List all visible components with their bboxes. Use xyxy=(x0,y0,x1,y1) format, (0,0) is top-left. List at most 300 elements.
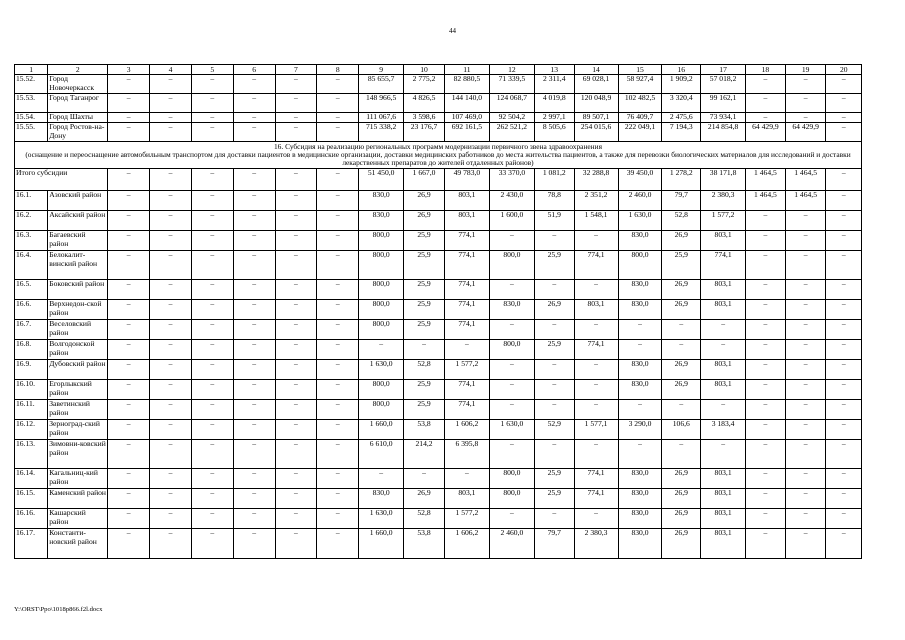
column-number-cell: 6 xyxy=(233,65,275,75)
value-cell: – xyxy=(191,469,233,489)
value-cell: – xyxy=(785,509,826,529)
value-cell: 800,0 xyxy=(359,280,404,300)
value-cell: 26,9 xyxy=(534,300,574,320)
value-cell: 52,8 xyxy=(404,509,445,529)
value-cell: – xyxy=(108,360,150,380)
value-cell: – xyxy=(150,340,192,360)
value-cell: 800,0 xyxy=(489,469,534,489)
value-cell: 1 667,0 xyxy=(404,169,445,191)
row-code: 16.17. xyxy=(15,529,48,559)
value-cell: 830,0 xyxy=(359,191,404,211)
value-cell: 53,8 xyxy=(404,529,445,559)
value-cell: 26,9 xyxy=(662,380,701,400)
value-cell: – xyxy=(746,489,786,509)
value-cell: – xyxy=(534,380,574,400)
table-row xyxy=(15,340,862,360)
value-cell: 64 429,9 xyxy=(785,123,826,142)
value-cell: – xyxy=(662,320,701,340)
value-cell: – xyxy=(746,320,786,340)
row-name: Багаевский район xyxy=(48,231,108,251)
value-cell: – xyxy=(489,320,534,340)
column-number-cell: 4 xyxy=(150,65,192,75)
value-cell: 26,9 xyxy=(662,469,701,489)
value-cell: 32 288,8 xyxy=(574,169,618,191)
column-number-cell: 20 xyxy=(826,65,862,75)
table-row xyxy=(15,440,862,469)
value-cell: – xyxy=(534,280,574,300)
value-cell: – xyxy=(191,211,233,231)
value-cell: 6 395,8 xyxy=(444,440,489,469)
value-cell: – xyxy=(574,440,618,469)
value-cell: – xyxy=(191,169,233,191)
value-cell: 73 934,1 xyxy=(701,113,746,123)
value-cell: – xyxy=(746,360,786,380)
value-cell: – xyxy=(826,280,862,300)
value-cell: – xyxy=(785,420,826,440)
value-cell: 1 464,5 xyxy=(785,169,826,191)
value-cell: – xyxy=(108,191,150,211)
value-cell: 2 475,6 xyxy=(662,113,701,123)
value-cell: – xyxy=(150,113,192,123)
value-cell: – xyxy=(191,94,233,113)
table-row xyxy=(15,300,862,320)
value-cell: – xyxy=(317,420,359,440)
value-cell: – xyxy=(108,231,150,251)
value-cell: 25,9 xyxy=(404,400,445,420)
value-cell: – xyxy=(317,300,359,320)
value-cell: – xyxy=(233,300,275,320)
row-name: Кагальниц-кий район xyxy=(48,469,108,489)
value-cell: 23 176,7 xyxy=(404,123,445,142)
value-cell: – xyxy=(826,529,862,559)
column-number-cell: 19 xyxy=(785,65,826,75)
value-cell: 144 140,0 xyxy=(444,94,489,113)
value-cell: – xyxy=(826,75,862,94)
value-cell: – xyxy=(150,360,192,380)
value-cell: – xyxy=(826,169,862,191)
value-cell: – xyxy=(785,440,826,469)
value-cell: 1 630,0 xyxy=(359,360,404,380)
value-cell: 774,1 xyxy=(444,251,489,280)
value-cell: – xyxy=(317,113,359,123)
value-cell: 1 630,0 xyxy=(359,509,404,529)
value-cell: 803,1 xyxy=(701,529,746,559)
value-cell: – xyxy=(150,509,192,529)
value-cell: – xyxy=(108,113,150,123)
value-cell: – xyxy=(746,529,786,559)
column-number-row xyxy=(15,65,862,75)
value-cell: 39 450,0 xyxy=(618,169,662,191)
value-cell: 1 577,2 xyxy=(701,211,746,231)
value-cell: – xyxy=(317,400,359,420)
value-cell: 830,0 xyxy=(618,469,662,489)
table-row xyxy=(15,280,862,300)
value-cell: – xyxy=(662,400,701,420)
value-cell: 830,0 xyxy=(618,529,662,559)
section-header-row xyxy=(15,142,862,169)
value-cell: – xyxy=(746,420,786,440)
value-cell: – xyxy=(317,529,359,559)
value-cell: – xyxy=(826,211,862,231)
value-cell: – xyxy=(233,440,275,469)
row-name: Верхнедон-ской район xyxy=(48,300,108,320)
column-number-cell: 8 xyxy=(317,65,359,75)
table-row xyxy=(15,251,862,280)
value-cell: – xyxy=(785,529,826,559)
value-cell: 52,8 xyxy=(662,211,701,231)
value-cell: – xyxy=(275,251,317,280)
value-cell: 800,0 xyxy=(359,320,404,340)
value-cell: 800,0 xyxy=(489,251,534,280)
column-number-cell: 18 xyxy=(746,65,786,75)
value-cell: – xyxy=(108,300,150,320)
value-cell: 803,1 xyxy=(701,300,746,320)
value-cell: 79,7 xyxy=(662,191,701,211)
value-cell: 1 464,5 xyxy=(785,191,826,211)
value-cell: 8 505,6 xyxy=(534,123,574,142)
row-code: 16.3. xyxy=(15,231,48,251)
value-cell: – xyxy=(489,231,534,251)
value-cell: – xyxy=(746,280,786,300)
table-row xyxy=(15,75,862,94)
value-cell: – xyxy=(233,169,275,191)
row-code: 16.11. xyxy=(15,400,48,420)
value-cell: 1 630,0 xyxy=(489,420,534,440)
value-cell: – xyxy=(826,94,862,113)
value-cell: – xyxy=(275,211,317,231)
value-cell: – xyxy=(317,509,359,529)
value-cell: – xyxy=(150,489,192,509)
value-cell: 830,0 xyxy=(359,489,404,509)
value-cell: – xyxy=(275,509,317,529)
value-cell: 64 429,9 xyxy=(746,123,786,142)
value-cell: – xyxy=(574,320,618,340)
value-cell: 830,0 xyxy=(618,509,662,529)
value-cell: 1 606,2 xyxy=(444,529,489,559)
row-name: Город Таганрог xyxy=(48,94,108,113)
value-cell: – xyxy=(317,169,359,191)
value-cell: 25,9 xyxy=(534,340,574,360)
table-body xyxy=(15,65,862,559)
value-cell: 803,1 xyxy=(444,489,489,509)
value-cell: 830,0 xyxy=(618,360,662,380)
value-cell: 38 171,8 xyxy=(701,169,746,191)
table-row xyxy=(15,469,862,489)
value-cell: – xyxy=(150,123,192,142)
value-cell: 25,9 xyxy=(404,380,445,400)
value-cell: – xyxy=(108,94,150,113)
value-cell: 803,1 xyxy=(701,489,746,509)
value-cell: – xyxy=(826,300,862,320)
value-cell: 1 577,2 xyxy=(444,360,489,380)
value-cell: 214 854,8 xyxy=(701,123,746,142)
value-cell: – xyxy=(233,94,275,113)
value-cell: 830,0 xyxy=(618,489,662,509)
value-cell: 92 504,2 xyxy=(489,113,534,123)
table-row xyxy=(15,360,862,380)
value-cell: 25,9 xyxy=(404,251,445,280)
column-number-cell: 1 xyxy=(15,65,48,75)
value-cell: – xyxy=(444,469,489,489)
value-cell: – xyxy=(275,169,317,191)
value-cell: – xyxy=(233,251,275,280)
column-number-cell: 13 xyxy=(534,65,574,75)
value-cell: – xyxy=(746,231,786,251)
value-cell: 800,0 xyxy=(359,251,404,280)
value-cell: 803,1 xyxy=(574,300,618,320)
value-cell: – xyxy=(746,509,786,529)
value-cell: – xyxy=(150,469,192,489)
row-code: 16.16. xyxy=(15,509,48,529)
value-cell: – xyxy=(233,231,275,251)
value-cell: – xyxy=(275,529,317,559)
value-cell: – xyxy=(191,509,233,529)
value-cell: – xyxy=(785,231,826,251)
value-cell: – xyxy=(275,113,317,123)
value-cell: 51,9 xyxy=(534,211,574,231)
value-cell: – xyxy=(233,211,275,231)
value-cell: – xyxy=(701,340,746,360)
value-cell: 7 194,3 xyxy=(662,123,701,142)
value-cell: – xyxy=(275,300,317,320)
value-cell: – xyxy=(785,251,826,280)
value-cell: 26,9 xyxy=(662,300,701,320)
value-cell: – xyxy=(317,211,359,231)
row-code: 16.5. xyxy=(15,280,48,300)
value-cell: 2 460,0 xyxy=(618,191,662,211)
value-cell: – xyxy=(701,400,746,420)
value-cell: – xyxy=(534,400,574,420)
value-cell: – xyxy=(108,440,150,469)
value-cell: – xyxy=(233,420,275,440)
value-cell: – xyxy=(826,469,862,489)
row-code: 16.13. xyxy=(15,440,48,469)
value-cell: – xyxy=(317,320,359,340)
value-cell: – xyxy=(317,251,359,280)
value-cell: – xyxy=(191,75,233,94)
row-code: 16.6. xyxy=(15,300,48,320)
value-cell: – xyxy=(746,380,786,400)
total-row xyxy=(15,169,862,191)
value-cell: 800,0 xyxy=(359,300,404,320)
value-cell: – xyxy=(404,469,445,489)
value-cell: – xyxy=(275,94,317,113)
value-cell: 52,8 xyxy=(404,360,445,380)
value-cell: 25,9 xyxy=(534,251,574,280)
value-cell: 53,8 xyxy=(404,420,445,440)
column-number-cell: 2 xyxy=(48,65,108,75)
value-cell: – xyxy=(108,380,150,400)
value-cell: – xyxy=(662,440,701,469)
column-number-cell: 11 xyxy=(444,65,489,75)
value-cell: 830,0 xyxy=(359,211,404,231)
column-number-cell: 17 xyxy=(701,65,746,75)
value-cell: – xyxy=(785,360,826,380)
value-cell: – xyxy=(150,529,192,559)
column-number-cell: 12 xyxy=(489,65,534,75)
value-cell: 222 049,1 xyxy=(618,123,662,142)
value-cell: – xyxy=(489,360,534,380)
value-cell: 774,1 xyxy=(574,251,618,280)
row-code: 16.4. xyxy=(15,251,48,280)
value-cell: – xyxy=(191,191,233,211)
value-cell: 2 460,0 xyxy=(489,529,534,559)
value-cell: 1 909,2 xyxy=(662,75,701,94)
value-cell: 25,9 xyxy=(404,231,445,251)
section-subtitle: (оснащение и переоснащение автомобильным транспортом для доставки пациентов в медицинские организации, доставки медицинских работников до места жительства пациентов, а также для перевозки биологических материалов для исследований и доставки лекарственных препаратов до жителей отдаленных районов) xyxy=(25,150,851,167)
value-cell: – xyxy=(275,340,317,360)
value-cell: – xyxy=(534,231,574,251)
section-header-cell xyxy=(15,142,862,169)
value-cell: 57 018,2 xyxy=(701,75,746,94)
row-name: Заветинский район xyxy=(48,400,108,420)
value-cell: – xyxy=(489,509,534,529)
value-cell: – xyxy=(826,360,862,380)
value-cell: – xyxy=(108,400,150,420)
table-row xyxy=(15,94,862,113)
value-cell: 89 507,1 xyxy=(574,113,618,123)
value-cell: – xyxy=(191,489,233,509)
value-cell: 830,0 xyxy=(618,231,662,251)
column-number-cell: 9 xyxy=(359,65,404,75)
value-cell: – xyxy=(746,211,786,231)
table-row xyxy=(15,191,862,211)
value-cell: – xyxy=(275,469,317,489)
value-cell: – xyxy=(275,75,317,94)
budget-table xyxy=(14,64,862,559)
value-cell: – xyxy=(275,191,317,211)
value-cell: – xyxy=(150,75,192,94)
value-cell: – xyxy=(785,320,826,340)
value-cell: 58 927,4 xyxy=(618,75,662,94)
value-cell: – xyxy=(233,123,275,142)
value-cell: – xyxy=(108,211,150,231)
value-cell: 120 048,9 xyxy=(574,94,618,113)
value-cell: 3 320,4 xyxy=(662,94,701,113)
row-name: Аксайский район xyxy=(48,211,108,231)
value-cell: – xyxy=(150,94,192,113)
value-cell: 4 826,5 xyxy=(404,94,445,113)
value-cell: – xyxy=(317,94,359,113)
value-cell: – xyxy=(233,360,275,380)
value-cell: 800,0 xyxy=(359,400,404,420)
value-cell: – xyxy=(785,400,826,420)
value-cell: – xyxy=(233,509,275,529)
value-cell: – xyxy=(150,211,192,231)
value-cell: 774,1 xyxy=(444,320,489,340)
value-cell: 774,1 xyxy=(574,469,618,489)
value-cell: 774,1 xyxy=(574,340,618,360)
value-cell: – xyxy=(150,440,192,469)
value-cell: – xyxy=(746,251,786,280)
value-cell: 1 660,0 xyxy=(359,420,404,440)
value-cell: 774,1 xyxy=(701,251,746,280)
value-cell: – xyxy=(108,420,150,440)
value-cell: – xyxy=(826,489,862,509)
value-cell: – xyxy=(746,440,786,469)
value-cell: 803,1 xyxy=(701,280,746,300)
value-cell: – xyxy=(785,380,826,400)
value-cell: – xyxy=(150,280,192,300)
table-row xyxy=(15,231,862,251)
value-cell: – xyxy=(489,280,534,300)
value-cell: 26,9 xyxy=(662,231,701,251)
value-cell: 1 577,2 xyxy=(444,509,489,529)
page-number: 44 xyxy=(449,27,456,35)
row-code: 16.9. xyxy=(15,360,48,380)
value-cell: – xyxy=(746,469,786,489)
row-code: 15.55. xyxy=(15,123,48,142)
total-label: Итого субсидии xyxy=(15,169,108,191)
row-name: Константи-новский район xyxy=(48,529,108,559)
value-cell: – xyxy=(108,123,150,142)
value-cell: 26,9 xyxy=(404,489,445,509)
value-cell: – xyxy=(785,300,826,320)
value-cell: 4 019,8 xyxy=(534,94,574,113)
value-cell: – xyxy=(317,380,359,400)
value-cell: 52,9 xyxy=(534,420,574,440)
value-cell: – xyxy=(191,280,233,300)
row-name: Егорлыкский район xyxy=(48,380,108,400)
row-name: Белокалит-винский район xyxy=(48,251,108,280)
table-row xyxy=(15,320,862,340)
value-cell: – xyxy=(191,380,233,400)
value-cell: – xyxy=(108,529,150,559)
value-cell: – xyxy=(317,280,359,300)
value-cell: 830,0 xyxy=(618,380,662,400)
value-cell: – xyxy=(826,380,862,400)
value-cell: – xyxy=(191,340,233,360)
value-cell: – xyxy=(233,380,275,400)
row-name: Дубовский район xyxy=(48,360,108,380)
row-name: Веселовский район xyxy=(48,320,108,340)
value-cell: – xyxy=(191,529,233,559)
value-cell: 25,9 xyxy=(534,469,574,489)
value-cell: – xyxy=(826,400,862,420)
column-number-cell: 10 xyxy=(404,65,445,75)
value-cell: – xyxy=(574,380,618,400)
value-cell: – xyxy=(233,489,275,509)
value-cell: – xyxy=(826,113,862,123)
value-cell: – xyxy=(275,320,317,340)
value-cell: – xyxy=(275,420,317,440)
value-cell: – xyxy=(317,123,359,142)
value-cell: – xyxy=(785,94,826,113)
value-cell: 803,1 xyxy=(701,231,746,251)
file-path-footer: Y:\ORST\Ppo\1018p866.f2l.docx xyxy=(14,606,103,613)
value-cell: 692 161,5 xyxy=(444,123,489,142)
value-cell: – xyxy=(275,360,317,380)
value-cell: – xyxy=(489,440,534,469)
value-cell: 3 183,4 xyxy=(701,420,746,440)
value-cell: – xyxy=(574,509,618,529)
value-cell: – xyxy=(108,489,150,509)
value-cell: – xyxy=(275,440,317,469)
value-cell: 214,2 xyxy=(404,440,445,469)
value-cell: 830,0 xyxy=(618,300,662,320)
value-cell: 774,1 xyxy=(444,400,489,420)
value-cell: – xyxy=(404,340,445,360)
value-cell: – xyxy=(150,400,192,420)
value-cell: 830,0 xyxy=(489,300,534,320)
table-row xyxy=(15,380,862,400)
value-cell: 3 290,0 xyxy=(618,420,662,440)
value-cell: – xyxy=(317,489,359,509)
value-cell: – xyxy=(317,360,359,380)
value-cell: – xyxy=(191,360,233,380)
value-cell: 1 548,1 xyxy=(574,211,618,231)
value-cell: 803,1 xyxy=(444,191,489,211)
